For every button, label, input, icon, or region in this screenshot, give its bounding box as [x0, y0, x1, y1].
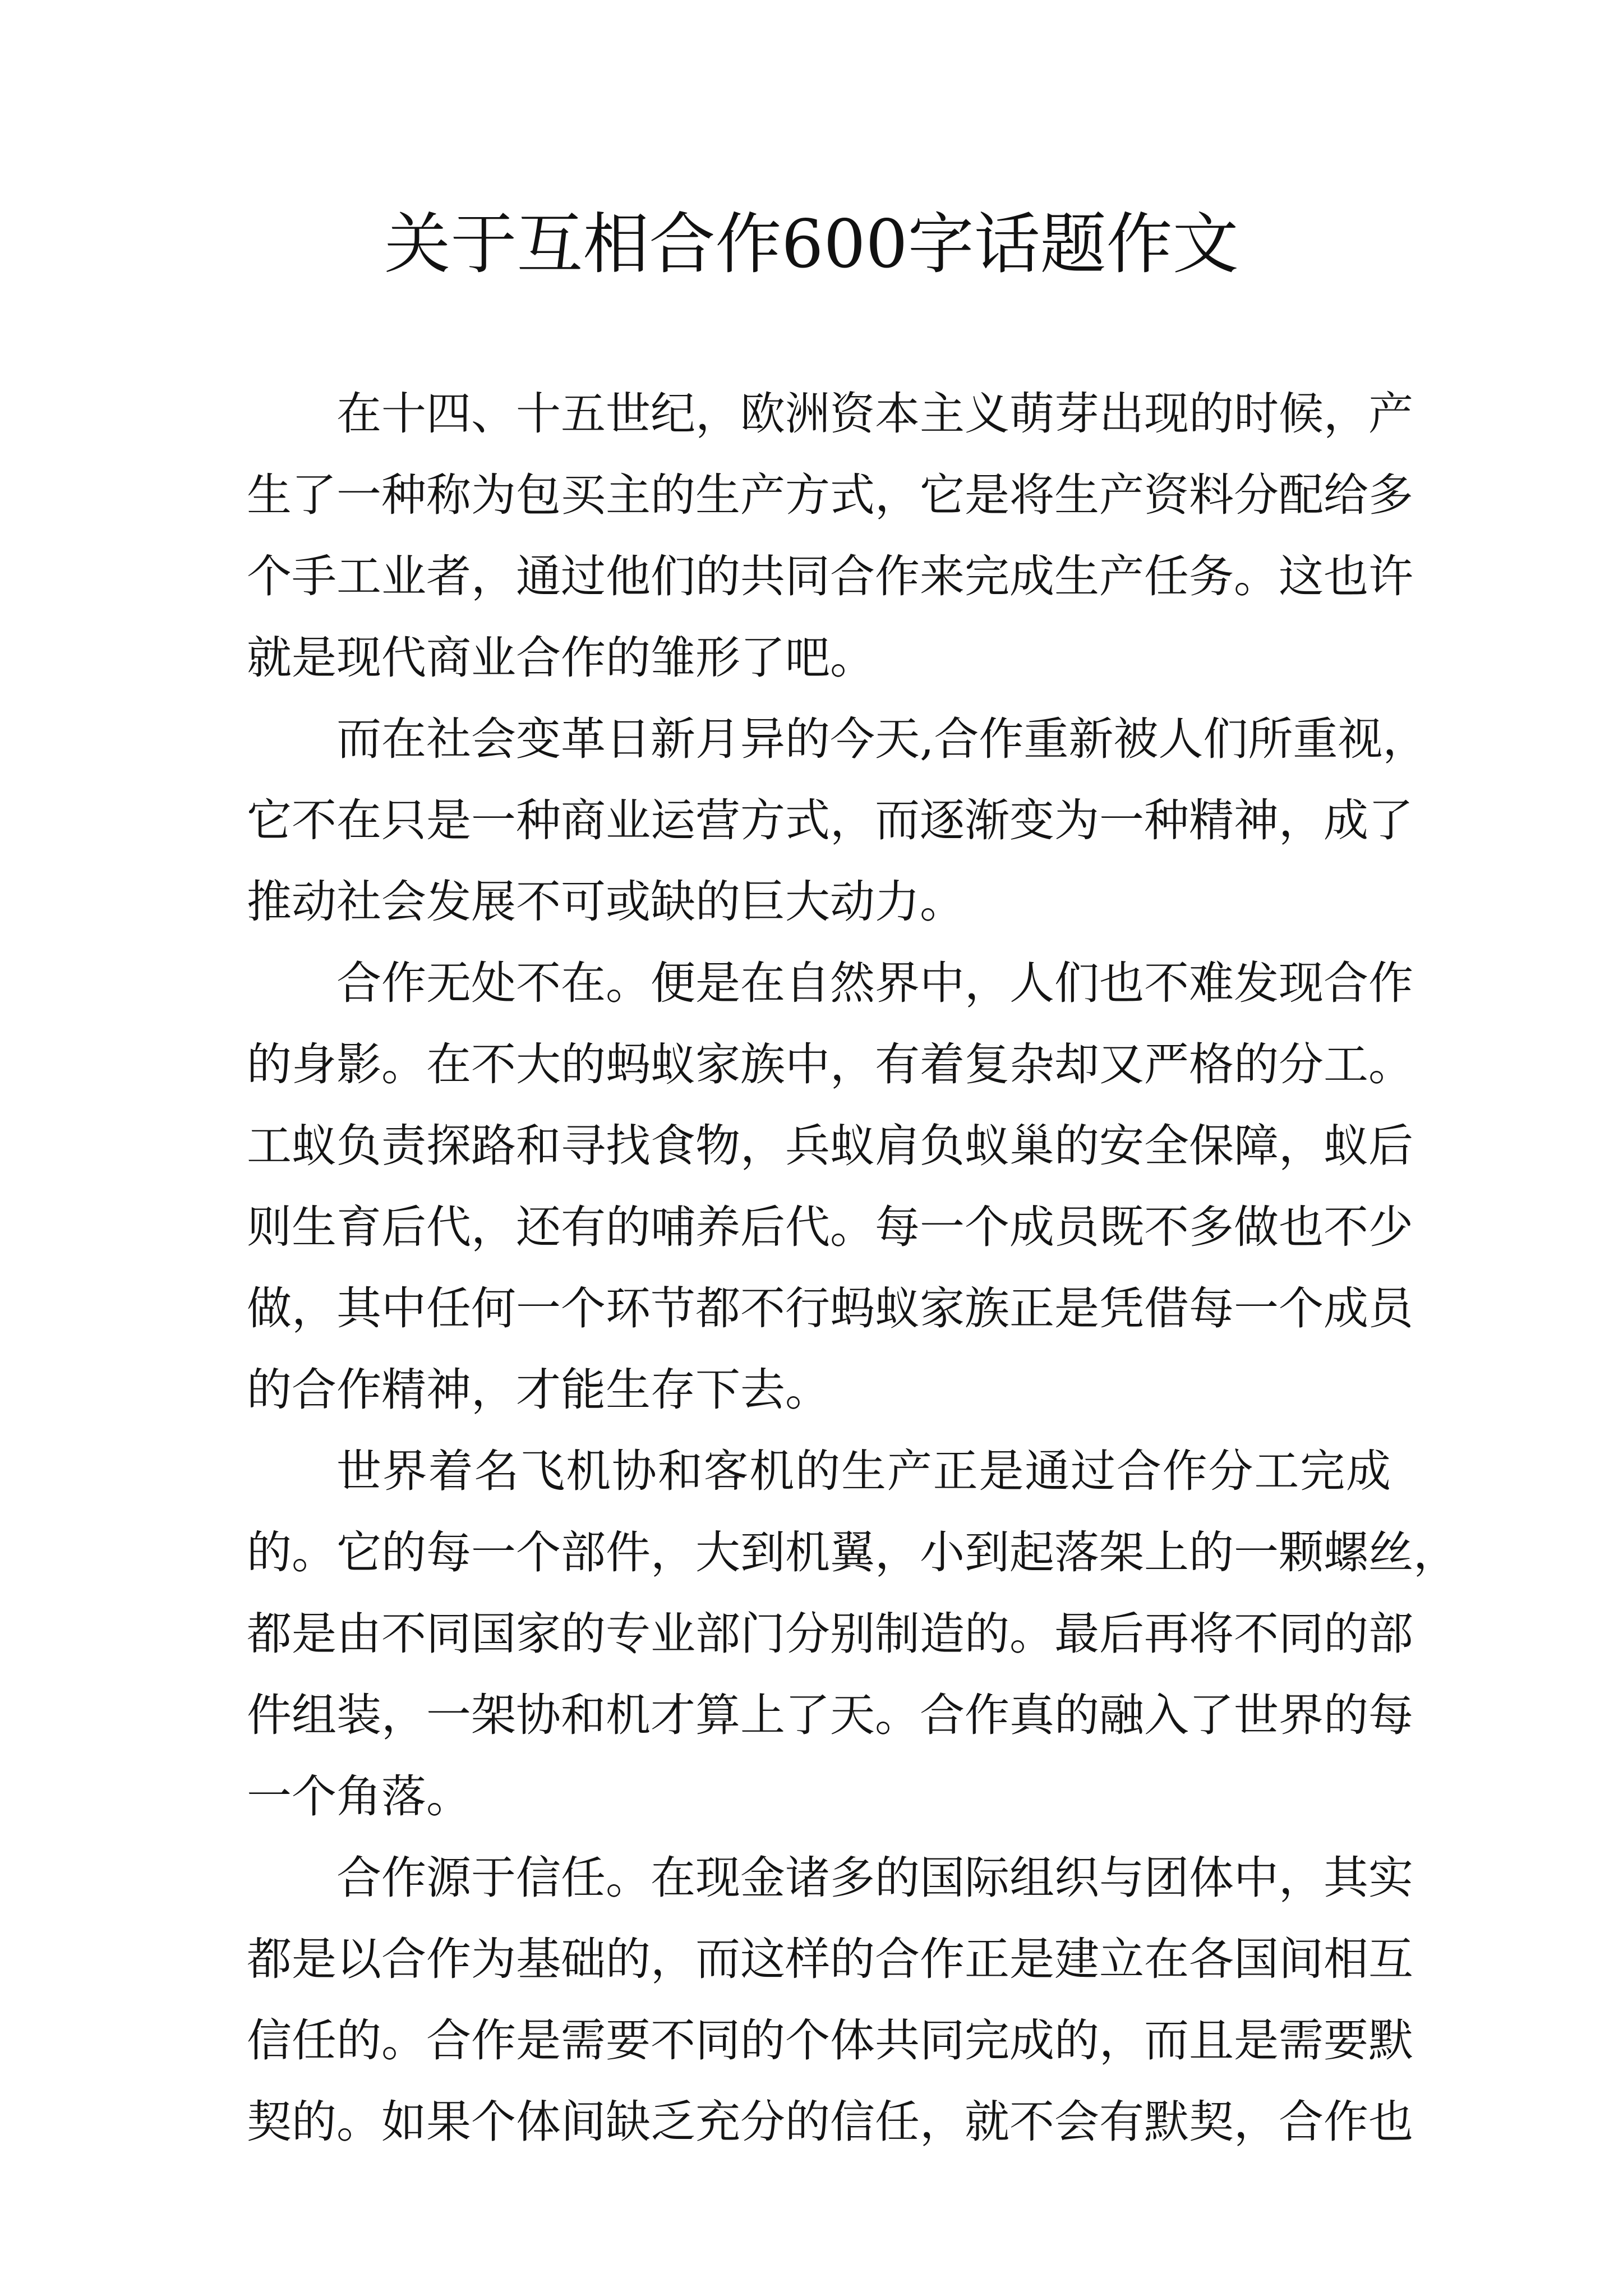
text-line: 合作无处不在。便是在自然界中，人们也不难发现合作 — [336, 957, 1413, 1009]
text-line: 一个角落。 — [247, 1770, 471, 1823]
text-line: 件组装，一架协和机才算上了天。合作真的融入了世界的每 — [247, 1689, 1413, 1741]
text-line: 信任的。合作是需要不同的个体共同完成的，而且是需要默 — [247, 2014, 1413, 2067]
text-line: 工蚁负责探路和寻找食物，兵蚁肩负蚁巢的安全保障，蚁后 — [247, 1120, 1413, 1172]
text-line: 生了一种称为包买主的生产方式，它是将生产资料分配给多 — [247, 469, 1413, 521]
text-line: 在十四、十五世纪，欧洲资本主义萌芽出现的时候，产 — [336, 388, 1413, 440]
text-line: 它不在只是一种商业运营方式，而逐渐变为一种精神，成了 — [247, 794, 1413, 846]
text-line: 的合作精神，才能生存下去。 — [247, 1364, 830, 1416]
text-line: 个手工业者，通过他们的共同合作来完成生产任务。这也许 — [247, 550, 1413, 602]
text-line: 合作源于信任。在现金诸多的国际组织与团体中，其实 — [336, 1852, 1413, 1904]
text-line: 世界着名飞机协和客机的生产正是通过合作分工完成 — [336, 1445, 1391, 1497]
document-title: 关于互相合作600字话题作文 — [384, 205, 1239, 283]
text-line: 就是现代商业合作的雏形了吧。 — [247, 632, 875, 684]
text-line: 契的。如果个体间缺乏充分的信任，就不会有默契，合作也 — [247, 2096, 1413, 2148]
text-line: 则生育后代，还有的哺养后代。每一个成员既不多做也不少 — [247, 1201, 1413, 1253]
text-line: 而在社会变革日新月异的今天,合作重新被人们所重视， — [336, 713, 1428, 765]
text-line: 推动社会发展不可或缺的巨大动力。 — [247, 876, 965, 928]
text-line: 的。它的每一个部件，大到机翼，小到起落架上的一颗螺丝， — [247, 1526, 1458, 1579]
text-line: 都是由不同国家的专业部门分别制造的。最后再将不同的部 — [247, 1608, 1413, 1660]
text-line: 的身影。在不大的蚂蚁家族中，有着复杂却又严格的分工。 — [247, 1038, 1413, 1091]
text-line: 做，其中任何一个环节都不行蚂蚁家族正是凭借每一个成员 — [247, 1282, 1413, 1335]
document-body — [247, 373, 1458, 2162]
text-line: 都是以合作为基础的，而这样的合作正是建立在各国间相互 — [247, 1933, 1413, 1985]
